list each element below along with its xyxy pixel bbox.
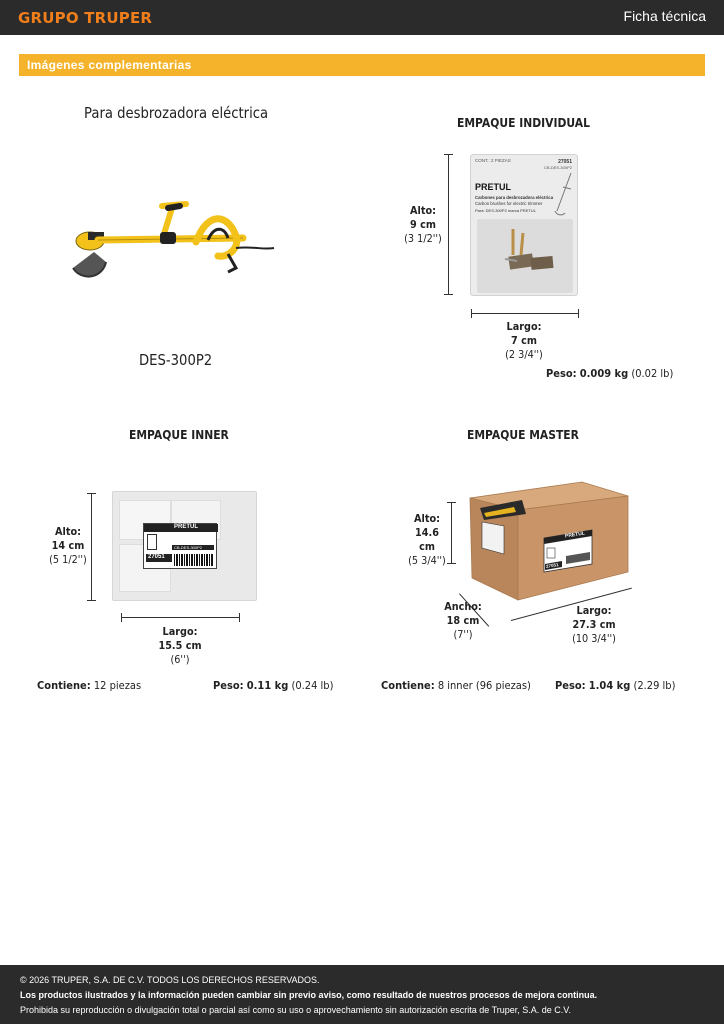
section-title: Imágenes complementarias [27,58,192,72]
master-length-dim [568,604,621,646]
individual-alto-sub: (3 1/2'') [404,232,442,245]
pack-line1: Carbones para desbrozadora eléctrica [475,195,554,200]
inner-label-ref: CB-DES-300P2 [174,545,203,550]
inner-contents [37,679,141,692]
master-ancho-value: 18 cm [446,614,480,627]
footer [0,965,724,1024]
individual-pack-title: EMPAQUE INDIVIDUAL [457,115,590,130]
inner-largo-value: 15.5 cm [158,639,202,652]
inner-weight [213,679,333,692]
footer-disclaimer: Los productos ilustrados y la información pueden cambiar sin previo aviso, como resultado de nuestros procesos de mejora continua. [20,990,598,1000]
master-largo-label: Largo: [576,604,612,617]
master-ancho-sub: (7'') [453,628,473,641]
individual-largo-label: Largo: [506,320,542,333]
master-width-dim [443,600,483,642]
inner-label-code: 27051 [148,554,165,560]
individual-peso-sub: (0.02 lb) [631,367,674,380]
master-height-dim [407,512,447,568]
master-alto-label: Alto: [414,512,440,525]
individual-largo-value: 7 cm [511,334,537,347]
individual-length-dim [498,320,551,362]
pack-ref: CB-DES-300P2 [543,165,572,170]
pack-brand: PRETUL [475,182,511,192]
inner-peso-sub: (0.24 lb) [291,679,334,692]
master-label-brand: PRETUL [564,530,586,540]
master-alto-sub: (5 3/4'') [408,554,446,567]
inner-label [143,523,217,569]
master-peso-label: Peso: [555,679,586,692]
individual-alto-value: 9 cm [410,218,436,231]
individual-height-line [448,154,449,295]
inner-label-brand: PRETUL [174,524,198,530]
master-alto-value: 14.6 cm [415,526,439,553]
individual-height-dim [401,204,445,246]
product-title: Para desbrozadora eléctrica [84,104,269,122]
master-largo-value: 27.3 cm [572,618,616,631]
master-contents [381,679,531,692]
inner-pack-image [112,491,257,601]
footer-prohibition: Prohibida su reproducción o divulgación total o parcial así como su uso o aprovechamiento sin autorización escrita de Truper, S.A. de C.V. [20,1005,571,1015]
master-weight [555,679,675,692]
carbon-brushes-image [491,225,563,283]
master-pack-title: EMPAQUE MASTER [467,427,579,442]
inner-alto-sub: (5 1/2'') [49,553,87,566]
master-contiene-label: Contiene: [381,679,435,692]
inner-peso-label: Peso: [213,679,244,692]
pack-code: 27051 [558,159,572,165]
pack-line3: Para: DES-300P2 marca PRETUL [475,208,536,213]
section-header [19,54,705,76]
master-ancho-label: Ancho: [444,600,482,613]
top-bar [0,0,724,35]
inner-length-line [121,617,240,618]
inner-height-line [91,493,92,601]
master-box-image [468,480,630,602]
master-peso-sub: (2.29 lb) [633,679,676,692]
individual-alto-label: Alto: [410,204,436,217]
inner-alto-label: Alto: [55,525,81,538]
footer-copyright: © 2026 TRUPER, S.A. DE C.V. TODOS LOS DERECHOS RESERVADOS. [20,975,320,985]
inner-pack-title: EMPAQUE INNER [129,427,229,442]
inner-contiene-label: Contiene: [37,679,91,692]
master-contiene-value: 8 inner (96 piezas) [437,679,531,692]
inner-height-dim [48,525,88,567]
master-peso-value: 1.04 kg [588,679,631,692]
inner-alto-value: 14 cm [51,539,85,552]
master-label-code: 27051 [545,562,559,569]
master-height-line [451,502,452,564]
document-type: Ficha técnica [623,8,706,24]
individual-length-line [471,313,579,314]
product-model: DES-300P2 [139,351,213,369]
individual-pack-image [470,154,578,296]
pack-trimmer-sketch [553,167,575,217]
inner-largo-sub: (6'') [170,653,190,666]
master-largo-sub: (10 3/4'') [572,632,616,645]
inner-contiene-value: 12 piezas [93,679,142,692]
pack-line2: Carbon brushes for electric trimmer [475,201,543,206]
pack-cont-text: CONT.: 2 PIEZAS [475,158,511,163]
inner-length-dim [154,625,207,667]
trimmer-image [68,196,280,288]
brand-logo: GRUPO TRUPER [18,9,153,27]
inner-peso-value: 0.11 kg [246,679,289,692]
individual-largo-sub: (2 3/4'') [505,348,543,361]
individual-weight [546,367,673,380]
inner-largo-label: Largo: [162,625,198,638]
individual-peso-label: Peso: [546,367,577,380]
individual-peso-value: 0.009 kg [579,367,629,380]
